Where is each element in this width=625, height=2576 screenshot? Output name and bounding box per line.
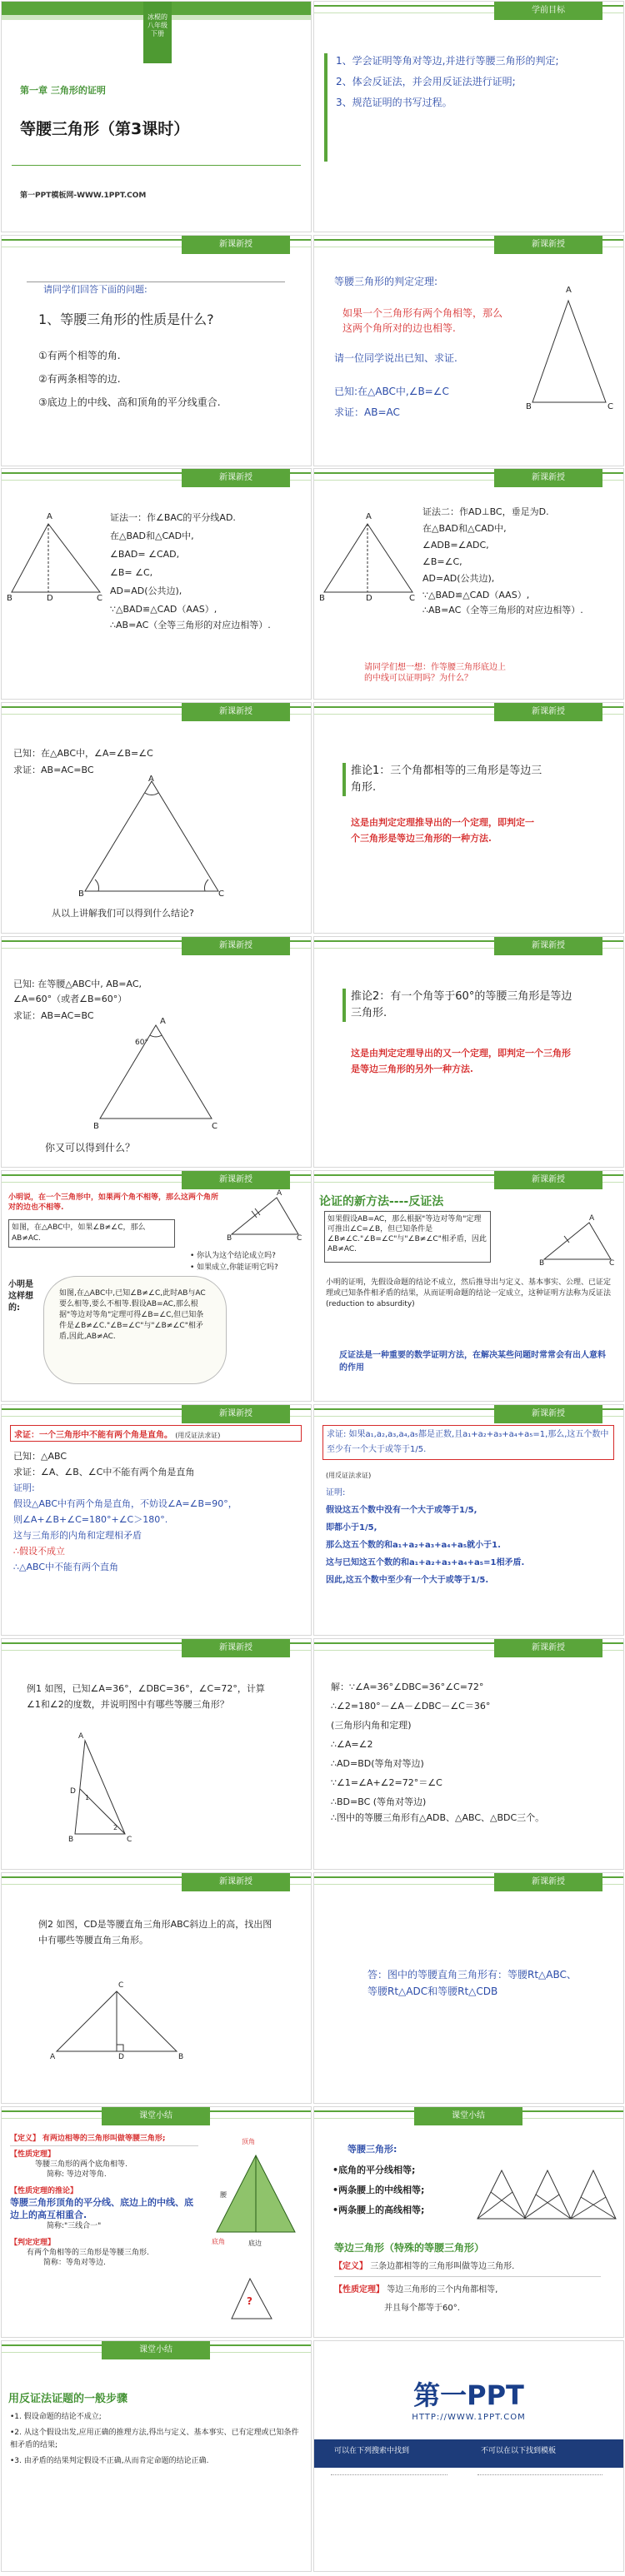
vertex-label: A (148, 775, 154, 784)
proof-line: 证法一：作∠BAC的平分线AD. (110, 512, 236, 523)
slide-xiaoming (1, 1170, 312, 1402)
vertex-label: B (319, 594, 325, 603)
review-item: ③底边上的中线、高和顶角的平分线重合. (38, 396, 221, 408)
slide-example-one (1, 1638, 312, 1870)
tab-proof-two: 新课新授 (494, 469, 602, 487)
problem-text: 求证: 如果a₁,a₂,a₃,a₄,a₅都是正数,且a₁+a₂+a₃+a₄+a₅=1,那么,这五个数中至少有一个大于或等于1/5. (327, 1430, 609, 1454)
vertex-label: C (118, 1981, 124, 1990)
proof-line: ∠B= ∠C, (110, 567, 153, 578)
method-text: (用反证法求证) (175, 1432, 221, 1439)
vertex-label: C (609, 1259, 615, 1268)
proof-line: ∴△ABC中不能有两个直角 (13, 1562, 119, 1572)
example-text: 例2 如图，CD是等腰直角三角形ABC斜边上的高，找出图中有哪些等腰直角三角形。 (38, 1919, 272, 1946)
vertex-label: A (50, 2053, 56, 2061)
tab-positive-numbers: 新课新授 (494, 1405, 602, 1423)
given-text: 已知: 在等腰△ABC中, AB=AC, (13, 979, 142, 989)
tab-goals: 学前目标 (494, 2, 602, 20)
method-text: (用反证法求证) (326, 1472, 372, 1479)
inference-note: 这是由判定定理导出的又一个定理，即判定一个三角形是等边三角形的另外一种方法. (351, 1048, 571, 1074)
vertex-label: B (68, 1836, 74, 1844)
proof-line: ∠B=∠C, (422, 556, 462, 567)
angle-label: 60° (135, 1039, 148, 1047)
given-text: ∠A=60°（或者∠B=60°） (13, 994, 128, 1004)
slide-inference-two (313, 936, 624, 1168)
vertex-label: D (366, 594, 372, 603)
proof-line: 在△BAD和△CAD中, (422, 523, 507, 534)
property-row (10, 2146, 198, 2183)
claim-text: 如图，在△ABC中，如果∠B≠∠C，那么AB≠AC. (12, 1223, 146, 1243)
slide-sixty-degree (1, 936, 312, 1168)
proof-line: 因此,这五个数中至少有一个大于或等于1/5. (326, 1576, 489, 1585)
vertex-label: C (409, 594, 415, 603)
example-two-diagram (52, 1981, 193, 2065)
goal-item: 1、学会证明等角对等边,并进行等腰三角形的判定; (336, 55, 559, 67)
prove-text: 求证：AB=AC=BC (13, 765, 94, 775)
solution-line: ∴∠A=∠2 (331, 1739, 373, 1750)
theorem-text: 如果一个三角形有两个角相等，那么这两个角所对的边也相等. (342, 307, 503, 334)
vertex-label: C (218, 889, 224, 899)
def-text: 有两边相等的三角形叫做等腰三角形; (42, 2135, 166, 2143)
solution-line: ∴图中的等腰三角形有△ADB、△ABC、△BDC三个。 (331, 1812, 545, 1823)
triangle-altitude-diagram (319, 519, 419, 602)
step-item: •1. 假设命题的结论不成立; (10, 2413, 102, 2421)
intro-text: 请同学们回答下面的问题: (43, 284, 148, 295)
prop-text: 等边三角形的三个内角都相等, (387, 2285, 498, 2294)
slide-title-text: 等腰三角形（第3课时） (20, 120, 190, 138)
slide-solution-one (313, 1638, 624, 1870)
sixty-triangle-diagram (93, 1020, 218, 1129)
solution-line: 解：∵∠A=36°∠DBC=36°∠C=72° (331, 1682, 484, 1692)
inf-short: 简称:"三线合一" (47, 2222, 102, 2230)
review-item: ①有两个相等的角. (38, 350, 121, 361)
def-text: 三条边都相等的三角形叫做等边三角形. (370, 2262, 515, 2271)
eq-property-row (334, 2277, 601, 2315)
given-text: 已知：在△ABC中，∠A=∠B=∠C (13, 748, 153, 759)
proof-line: 即都小于1/5, (326, 1523, 378, 1532)
question-two: • 如果成立,你能证明它吗? (190, 1263, 278, 1272)
tab-review: 新课新授 (182, 236, 290, 254)
chapter-label: 第一章 三角形的证明 (20, 85, 106, 96)
slide-positive-numbers (313, 1404, 624, 1636)
part-label: 顶角 (242, 2138, 255, 2145)
given-text: 已知：△ABC (13, 1451, 68, 1462)
tab-solution-one: 新课新授 (494, 1639, 602, 1657)
inf-label: 【性质定理的推论】 (10, 2187, 78, 2195)
slide-summary-two (313, 2106, 624, 2338)
proof-line: AD=AD(公共边), (110, 585, 182, 596)
vertex-label: A (78, 1732, 84, 1741)
footer-text: 第一PPT模板网-WWW.1PPT.COM (20, 192, 147, 200)
prove-text: 求证：∠A、∠B、∠C中不能有两个角是直角 (13, 1467, 195, 1477)
question-text: 1、等腰三角形的性质是什么? (38, 311, 214, 327)
steps-heading: 用反证法证题的一般步骤 (8, 2393, 128, 2405)
problem-box (322, 1425, 614, 1460)
tab-summary-three: 课堂小结 (102, 2341, 210, 2359)
prove-text: 求证：AB=AC (334, 406, 400, 418)
part-label: 腰 (220, 2191, 227, 2199)
equilateral-triangle-diagram (77, 775, 227, 899)
tab-summary-two: 课堂小结 (414, 2107, 522, 2125)
left-panel-title: 可以在下列搜索中找到 (334, 2447, 410, 2455)
proof-line: ∠ADB=∠ADC, (422, 540, 489, 551)
definition-row (10, 2132, 198, 2146)
eq-definition-row (334, 2260, 601, 2277)
tab-example-one: 新课新授 (182, 1639, 290, 1657)
def-label: 【定义】 (334, 2262, 368, 2271)
slide-theorem (313, 235, 624, 466)
slide-summary-three (1, 2340, 312, 2572)
prop-text-two: 并且每个都等于60°. (384, 2304, 460, 2313)
iso-lines-diagram (472, 2165, 622, 2224)
vertex-label: C (297, 1234, 302, 1243)
angle-label: 1 (85, 1794, 90, 1801)
think-question: 请同学们想一想：作等腰三角形底边上的中线可以证明吗？为什么？ (364, 663, 506, 683)
small-triangle-diagram (539, 1218, 614, 1268)
solution-line: (三角形内角和定理) (331, 1720, 412, 1731)
assumption-text: 如果假设AB=AC，那么根据"等边对等角"定理可推出∠C=∠B，但已知条件是∠B≠∠C."∠B=∠C"与"∠B≠∠C"相矛盾，因此AB≠AC. (328, 1215, 487, 1253)
judge-row (10, 2235, 198, 2271)
right-panel-title: 不可以在以下找到模板 (481, 2447, 557, 2455)
example-one-diagram (68, 1736, 135, 1844)
bullet-item: •底角的平分线相等; (332, 2165, 416, 2175)
vertex-label: B (7, 594, 12, 603)
proof-line: 这与三角形的内角和定理相矛盾 (13, 1530, 142, 1541)
grade-badge: 冰棍的 八年级 下册 (143, 2, 172, 63)
angle-label: 2 (113, 1824, 118, 1831)
triangle-diagram (522, 294, 614, 419)
proof-line: 假设这五个数中没有一个大于或等于1/5, (326, 1506, 478, 1515)
goal-item: 3、规范证明的书写过程。 (336, 97, 452, 108)
proof-line: ∵△BAD≌△CAD（AAS）, (110, 604, 218, 615)
vertex-label: D (70, 1787, 76, 1796)
brand-url[interactable]: HTTP://WWW.1PPT.COM (412, 2413, 526, 2422)
solution-line: ∴AD=BD(等角对等边) (331, 1758, 424, 1769)
link-list-right (478, 2474, 602, 2549)
slide-answer-two (313, 1872, 624, 2104)
vertex-label: A (47, 512, 52, 521)
assumption-box (324, 1211, 491, 1263)
proof-line: ∴AB=AC（全等三角形的对应边相等）. (422, 605, 583, 615)
thought-text: 如图,在△ABC中,已知∠B≠∠C,此时AB与AC要么相等,要么不相等.假设AB=AC,那么根据"等边对等角"定理可得∠B=∠C,但已知条件是∠B≠∠C."∠B=∠C"与"∠B≠∠C"相矛盾,因此,AB≠AC. (59, 1289, 206, 1341)
proof-line: 在△BAD和△CAD中, (110, 531, 194, 541)
step-item: •3. 由矛盾的结果判定假设不正确,从而肯定命题的结论正确. (10, 2457, 209, 2465)
ask-text: 从以上讲解我们可以得到什么结论? (52, 908, 194, 919)
proof-line: ∴假设不成立 (13, 1546, 65, 1557)
solution-line: ∵∠1=∠A+∠2=72°＝∠C (331, 1777, 442, 1788)
vertex-label: A (589, 1214, 595, 1223)
question-mark: ? (247, 2295, 252, 2307)
tab-theorem: 新课新授 (494, 236, 602, 254)
step-item: •2. 从这个假设出发,应用正确的推理方法,得出与定义、基本事实、已有定理或已知条件相矛盾的结果; (10, 2429, 299, 2449)
equilateral-heading: 等边三角形（特殊的等腰三角形） (334, 2242, 485, 2254)
judge-short: 简称：等角对等边. (43, 2259, 106, 2267)
proof-line: 这与已知这五个数的和a₁+a₂+a₃+a₄+a₅=1相矛盾. (326, 1558, 525, 1567)
vertex-label: B (539, 1259, 545, 1268)
review-item: ②有两条相等的边. (38, 373, 121, 385)
tab-proof-one: 新课新授 (182, 469, 290, 487)
prop-short: 简称: 等边对等角. (47, 2170, 107, 2179)
part-label: 底角 (212, 2238, 225, 2245)
slide-inference-one (313, 702, 624, 934)
side-label: 小明是这样想的: (8, 1280, 33, 1313)
proof-line: ∵△BAD≌△CAD（AAS）, (422, 590, 530, 600)
vertex-label: C (212, 1122, 218, 1131)
tab-contradiction: 新课新授 (494, 1171, 602, 1189)
link-list-left (331, 2474, 448, 2549)
slide-title (1, 1, 312, 232)
proof-line: 假设△ABC中有两个角是直角，不妨设∠A=∠B=90°， (13, 1498, 238, 1509)
vertex-label: D (118, 2053, 124, 2061)
thought-bubble (43, 1276, 227, 1384)
proof-label: 证明: (13, 1482, 35, 1493)
theorem-heading: 等腰三角形的判定定理: (334, 276, 438, 287)
judge-text: 有两个角相等的三角形是等腰三角形. (27, 2249, 149, 2257)
vertex-label: B (526, 402, 532, 411)
slide-brand (313, 2340, 624, 2572)
slide-review (1, 235, 312, 466)
prove-title: 求证：一个三角形中不能有两个角是直角。 (14, 1431, 172, 1440)
tab-sixty-degree: 新课新授 (182, 937, 290, 955)
tab-right-angle: 新课新授 (182, 1405, 290, 1423)
slide-goals (313, 1, 624, 232)
tab-example-two: 新课新授 (182, 1873, 290, 1891)
ask-text: 你又可以得到什么？ (45, 1142, 136, 1153)
slide-summary-one (1, 2106, 312, 2338)
proof-line: AD=AD(公共边), (422, 573, 495, 584)
claim-box (8, 1219, 175, 1248)
tab-answer-two: 新课新授 (494, 1873, 602, 1891)
vertex-label: B (93, 1122, 99, 1131)
slide-contradiction (313, 1170, 624, 1402)
inference-row (10, 2183, 198, 2235)
inference-text: 推论2：有一个角等于60°的等腰三角形是等边三角形. (351, 990, 572, 1019)
tab-inference-one: 新课新授 (494, 703, 602, 721)
proof-line: ∴AB=AC（全等三角形的对应边相等）. (110, 620, 271, 630)
prop-label: 【性质定理】 (10, 2150, 56, 2159)
vertex-label: A (566, 286, 572, 295)
intro-text: 小明说，在一个三角形中，如果两个角不相等，那么这两个角所对的边也不相等. (8, 1193, 219, 1212)
problem-box (10, 1425, 302, 1442)
bullet-item: •两条腰上的高线相等; (332, 2205, 425, 2215)
proof-line: 那么这五个数的和a₁+a₂+a₃+a₄+a₅就小于1. (326, 1541, 501, 1550)
vertex-label: B (178, 2053, 184, 2061)
vertex-label: C (127, 1836, 132, 1844)
triangle-bisector-diagram (7, 519, 107, 602)
note-text: 反证法是一种重要的数学证明方法，在解决某些问题时常常会有出人意料的作用 (339, 1351, 606, 1373)
vertex-label: B (227, 1234, 232, 1243)
tab-equiangular: 新课新授 (182, 703, 290, 721)
solution-line: ∴∠2=180°－∠A－∠DBC－∠C＝36° (331, 1701, 491, 1712)
slide-proof-two (313, 468, 624, 700)
question-one: • 你认为这个结论成立吗? (190, 1252, 276, 1260)
given-text: 已知:在△ABC中,∠B=∠C (334, 386, 449, 397)
vertex-label: C (608, 402, 613, 411)
prove-text: 求证：AB=AC=BC (13, 1010, 94, 1021)
judge-label: 【判定定理】 (10, 2239, 56, 2247)
vertex-label: B (78, 889, 84, 899)
inference-text: 推论1：三个角都相等的三角形是等边三角形. (351, 765, 542, 794)
example-text: 例1 如图，已知∠A=36°，∠DBC=36°，∠C=72°，计算∠1和∠2的度数，并说明图中有哪些等腰三角形？ (27, 1683, 265, 1710)
slide-proof-one (1, 468, 312, 700)
vertex-label: A (277, 1189, 282, 1198)
slide-right-angle-proof (1, 1404, 312, 1636)
brand-logo: 第一PPT (413, 2379, 524, 2411)
explain-text: 小明的证明，先假设命题的结论不成立，然后推导出与定义、基本事实、公理、已证定理或已知条件相矛盾的结果，从而证明命题的结论一定成立，这种证明方法称为反证法(reduction to absurdity) (326, 1278, 612, 1308)
bullet-item: •两条腰上的中线相等; (332, 2185, 425, 2195)
proof-line: 则∠A+∠B+∠C=180°+∠C＞180°. (13, 1514, 168, 1525)
slide-equiangular (1, 702, 312, 934)
vertex-label: A (160, 1017, 166, 1026)
inference-note: 这是由判定定理推导出的一个定理，即判定一个三角形是等边三角形的一种方法. (351, 817, 534, 844)
proof-line: ∠BAD= ∠CAD, (110, 549, 180, 560)
part-label: 底边 (248, 2240, 262, 2247)
prop-text: 等腰三角形的两个底角相等. (35, 2160, 128, 2169)
goal-item: 2、体会反证法，并会用反证法进行证明; (336, 76, 516, 87)
tab-inference-two: 新课新授 (494, 937, 602, 955)
vertex-label: D (47, 594, 53, 603)
ask-text: 请一位同学说出已知、求证. (334, 352, 458, 364)
prop-label: 【性质定理】 (334, 2285, 384, 2294)
vertex-label: A (366, 512, 372, 521)
small-triangle-diagram (227, 1193, 302, 1243)
proof-line: 证法二：作AD⊥BC，垂足为D. (422, 506, 549, 517)
solution-line: ∴BD=BC (等角对等边) (331, 1796, 427, 1807)
vertex-label: C (97, 594, 102, 603)
proof-label: 证明: (326, 1488, 346, 1497)
tab-xiaoming: 新课新授 (182, 1171, 290, 1189)
answer-text: 答：图中的等腰直角三角形有：等腰Rt△ABC、等腰Rt△ADC和等腰Rt△CDB (368, 1969, 577, 1997)
method-heading: 论证的新方法----反证法 (319, 1195, 444, 1208)
def-label: 【定义】 (10, 2135, 41, 2143)
tab-summary-one: 课堂小结 (102, 2107, 210, 2125)
inf-text: 等腰三角形顶角的平分线、底边上的中线、底边上的高互相重合. (10, 2197, 193, 2220)
slide-example-two (1, 1872, 312, 2104)
iso-heading: 等腰三角形: (348, 2144, 398, 2155)
